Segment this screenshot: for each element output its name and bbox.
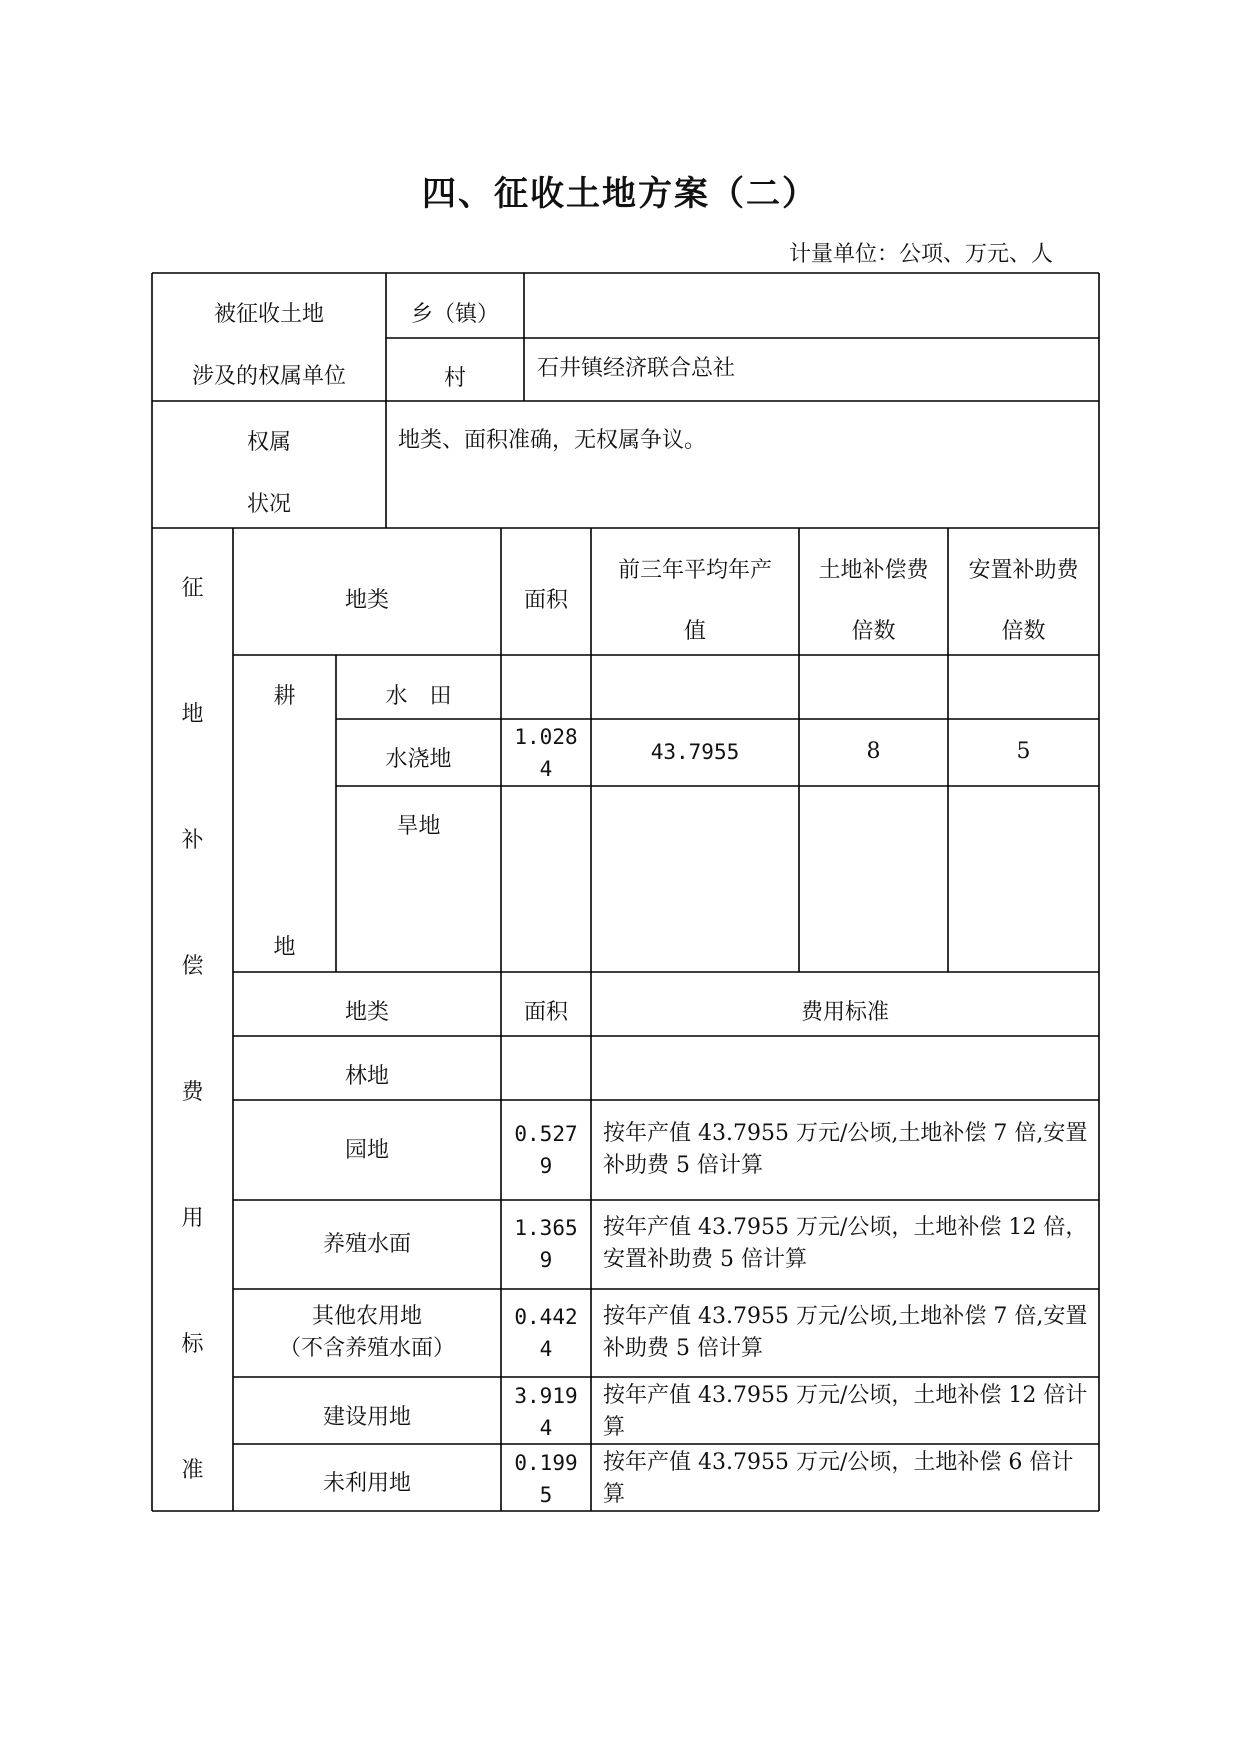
other-row-area: 0.527: [514, 1122, 578, 1146]
other-row-type: 园地: [344, 1138, 389, 1163]
side-label-char: 用: [181, 1206, 204, 1231]
arable-group-label-bottom: 地: [273, 935, 296, 960]
other-row-standard: 按年产值 43.7955 万元/公顷,土地补偿 7 倍,安置补助费 5 倍计算: [603, 1121, 1088, 1178]
side-label-char: 征: [181, 576, 204, 601]
status-label-line2: 状况: [246, 492, 291, 517]
other-row-type: 其他农用地: [311, 1304, 422, 1329]
arable-header-resettle-2: 倍数: [1001, 619, 1046, 644]
ownership-label-line2: 涉及的权属单位: [191, 364, 346, 389]
arable-row-resettle: 5: [1016, 739, 1031, 764]
arable-header-avg-output: 前三年平均年产: [617, 558, 772, 583]
arable-row-output: 43.7955: [650, 740, 740, 764]
side-label-char: 费: [181, 1080, 204, 1105]
arable-row-comp: 8: [866, 739, 881, 764]
arable-header-land-type: 地类: [344, 588, 389, 613]
arable-header-avg-output-2: 值: [683, 619, 706, 644]
side-label-char: 偿: [181, 954, 204, 979]
side-label-char: 地: [181, 702, 204, 727]
other-header-land-type: 地类: [344, 1000, 389, 1025]
arable-header-comp: 土地补偿费: [818, 558, 929, 583]
ownership-label-line1: 被征收土地: [213, 302, 324, 327]
other-row-type: 林地: [344, 1064, 389, 1089]
arable-row-type: 水浇地: [385, 747, 452, 772]
other-row-area-2: 4: [539, 1337, 553, 1361]
other-row-standard: 按年产值 43.7955 万元/公顷，土地补偿 6 倍计算: [603, 1450, 1074, 1507]
other-row-area-2: 9: [539, 1154, 553, 1178]
other-row-area: 3.919: [514, 1384, 578, 1408]
arable-row-type: 旱地: [396, 814, 441, 839]
arable-group-label-top: 耕: [273, 684, 296, 709]
side-label-char: 补: [181, 828, 204, 853]
arable-header-comp-2: 倍数: [851, 619, 896, 644]
status-label-line1: 权属: [246, 430, 291, 455]
township-label: 乡（镇）: [410, 302, 499, 327]
other-row-area-2: 5: [539, 1483, 553, 1507]
other-row-type-2: （不含养殖水面）: [278, 1336, 455, 1361]
arable-row-area-2: 4: [539, 757, 553, 781]
page-title: 四、征收土地方案（二）: [422, 174, 818, 214]
village-value: 石井镇经济联合总社: [537, 356, 736, 381]
other-row-area: 0.199: [514, 1451, 578, 1475]
other-row-standard: 按年产值 43.7955 万元/公顷，土地补偿 12 倍，安置补助费 5 倍计算: [603, 1215, 1088, 1272]
side-label-char: 标: [181, 1332, 204, 1357]
other-row-area: 1.365: [514, 1216, 578, 1240]
other-row-area: 0.442: [514, 1305, 578, 1329]
arable-header-resettle: 安置补助费: [968, 558, 1079, 583]
other-row-type: 未利用地: [322, 1471, 411, 1496]
other-row-standard: 按年产值 43.7955 万元/公顷,土地补偿 7 倍,安置补助费 5 倍计算: [603, 1304, 1088, 1361]
other-header-area: 面积: [523, 1000, 568, 1025]
other-row-area-2: 4: [539, 1416, 553, 1440]
other-row-type: 养殖水面: [322, 1232, 411, 1257]
unit-note: 计量单位：公项、万元、人: [788, 242, 1053, 267]
arable-header-area: 面积: [523, 588, 568, 613]
status-value: 地类、面积准确，无权属争议。: [398, 428, 707, 453]
other-row-area-2: 9: [539, 1248, 553, 1272]
other-row-type: 建设用地: [322, 1405, 411, 1430]
other-header-standard: 费用标准: [800, 1000, 889, 1025]
side-label-char: 准: [181, 1458, 204, 1483]
village-label: 村: [443, 366, 466, 391]
arable-row-type: 水 田: [385, 684, 452, 709]
arable-row-area: 1.028: [514, 725, 578, 749]
other-row-standard: 按年产值 43.7955 万元/公顷，土地补偿 12 倍计算: [603, 1383, 1088, 1440]
